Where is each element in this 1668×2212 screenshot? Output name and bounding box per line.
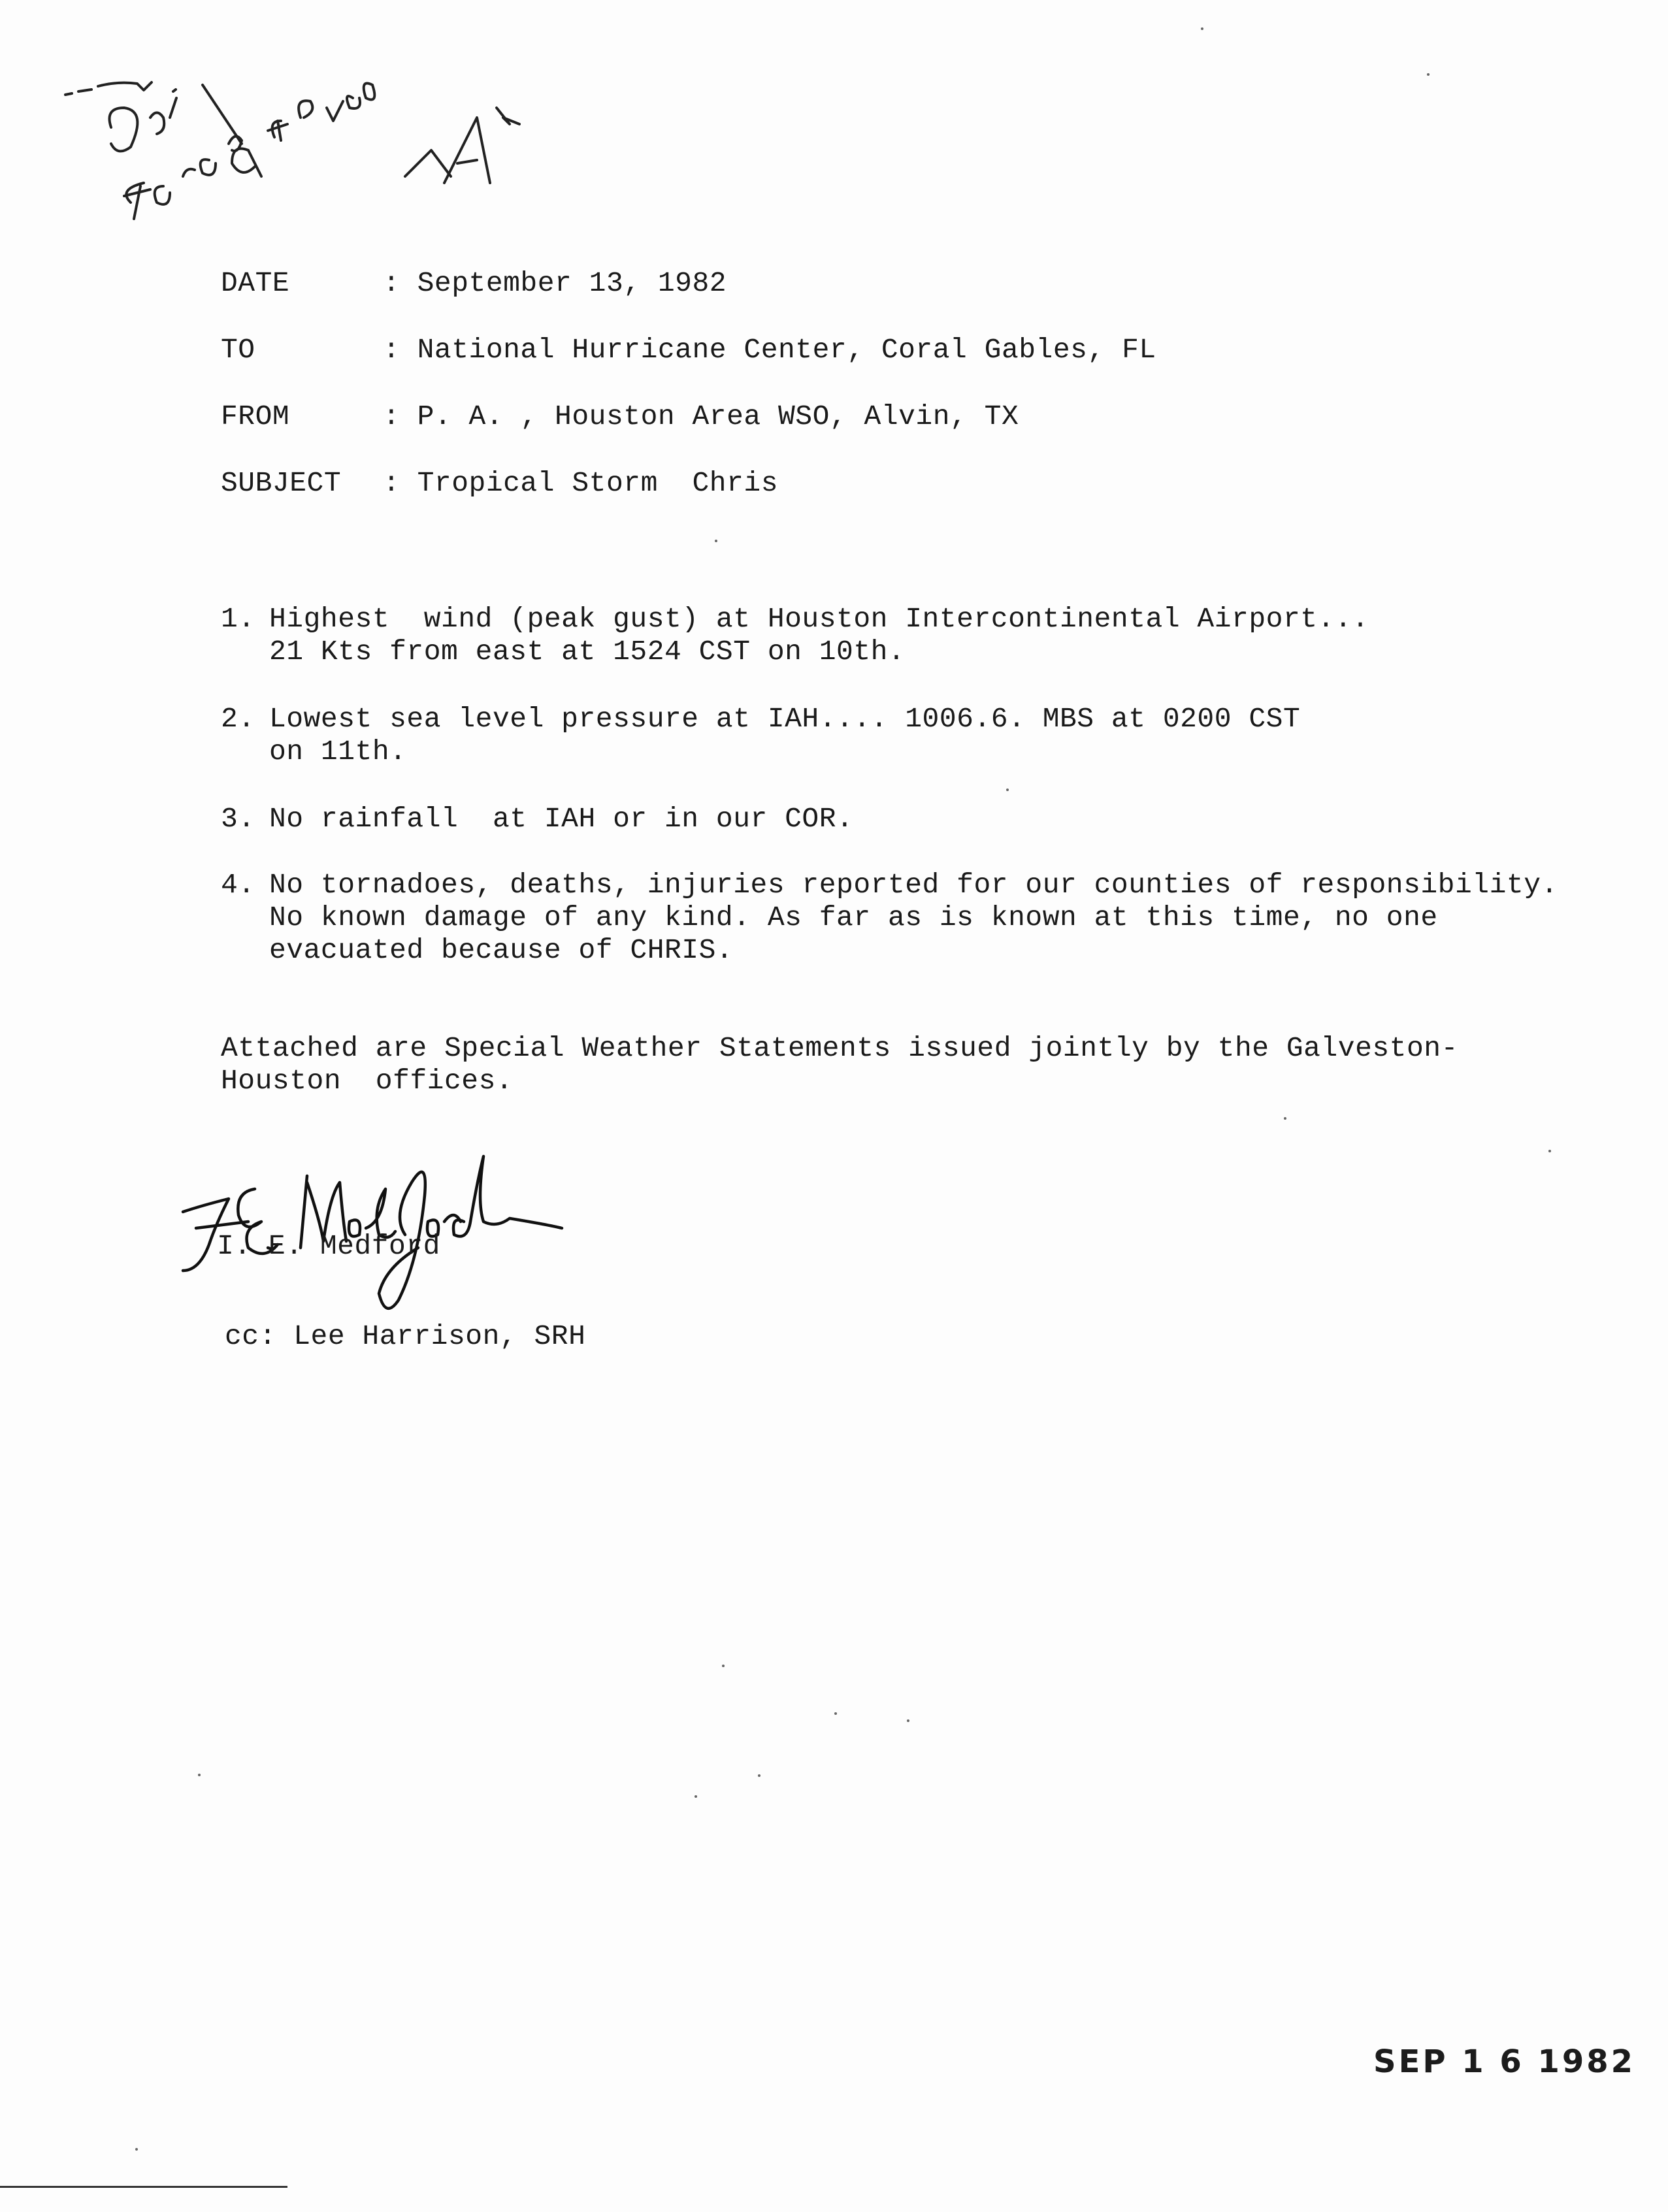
from-label: FROM	[221, 400, 290, 432]
scan-speck	[1427, 73, 1430, 76]
scan-speck	[834, 1712, 837, 1715]
scan-edge-line	[0, 2186, 287, 2188]
scan-speck	[1548, 1150, 1551, 1152]
scan-speck	[758, 1774, 760, 1777]
scan-speck	[722, 1665, 725, 1667]
scan-speck	[715, 540, 717, 542]
handwritten-annotation	[52, 46, 549, 281]
item-number: 1.	[221, 603, 255, 635]
scan-speck	[1006, 789, 1009, 791]
subject-label: SUBJECT	[221, 467, 342, 499]
scan-speck	[695, 1795, 697, 1798]
scan-speck	[1201, 27, 1203, 30]
typed-name: I. E. Medford	[217, 1230, 440, 1262]
date-label: DATE	[221, 267, 290, 299]
item-line: Lowest sea level pressure at IAH.... 1006.6. MBS at 0200 CST	[269, 703, 1301, 735]
item-line: No rainfall at IAH or in our COR.	[269, 803, 854, 835]
scan-speck	[907, 1719, 909, 1722]
subject-value: : Tropical Storm Chris	[383, 467, 778, 499]
received-date-stamp: SEP 1 6 1982	[1373, 2043, 1636, 2080]
attachment-line: Houston offices.	[221, 1065, 514, 1097]
scan-speck	[1284, 1117, 1286, 1120]
item-number: 2.	[221, 703, 255, 735]
item-line: on 11th.	[269, 736, 407, 768]
item-line: Highest wind (peak gust) at Houston Intercontinental Airport...	[269, 603, 1369, 635]
scan-speck	[135, 2148, 138, 2151]
item-number: 3.	[221, 803, 255, 835]
attachment-line: Attached are Special Weather Statements issued jointly by the Galveston-	[221, 1032, 1458, 1064]
to-value: : National Hurricane Center, Coral Gables, FL	[383, 334, 1156, 366]
item-line: 21 Kts from east at 1524 CST on 10th.	[269, 636, 906, 668]
cc-line: cc: Lee Harrison, SRH	[225, 1320, 586, 1352]
to-label: TO	[221, 334, 255, 366]
scan-speck	[198, 1774, 201, 1776]
item-line: No known damage of any kind. As far as is known at this time, no one	[269, 902, 1438, 934]
item-number: 4.	[221, 869, 255, 901]
from-value: : P. A. , Houston Area WSO, Alvin, TX	[383, 400, 1019, 432]
item-line: evacuated because of CHRIS.	[269, 934, 734, 966]
item-line: No tornadoes, deaths, injuries reported for our counties of responsibility.	[269, 869, 1558, 901]
date-value: : September 13, 1982	[383, 267, 727, 299]
